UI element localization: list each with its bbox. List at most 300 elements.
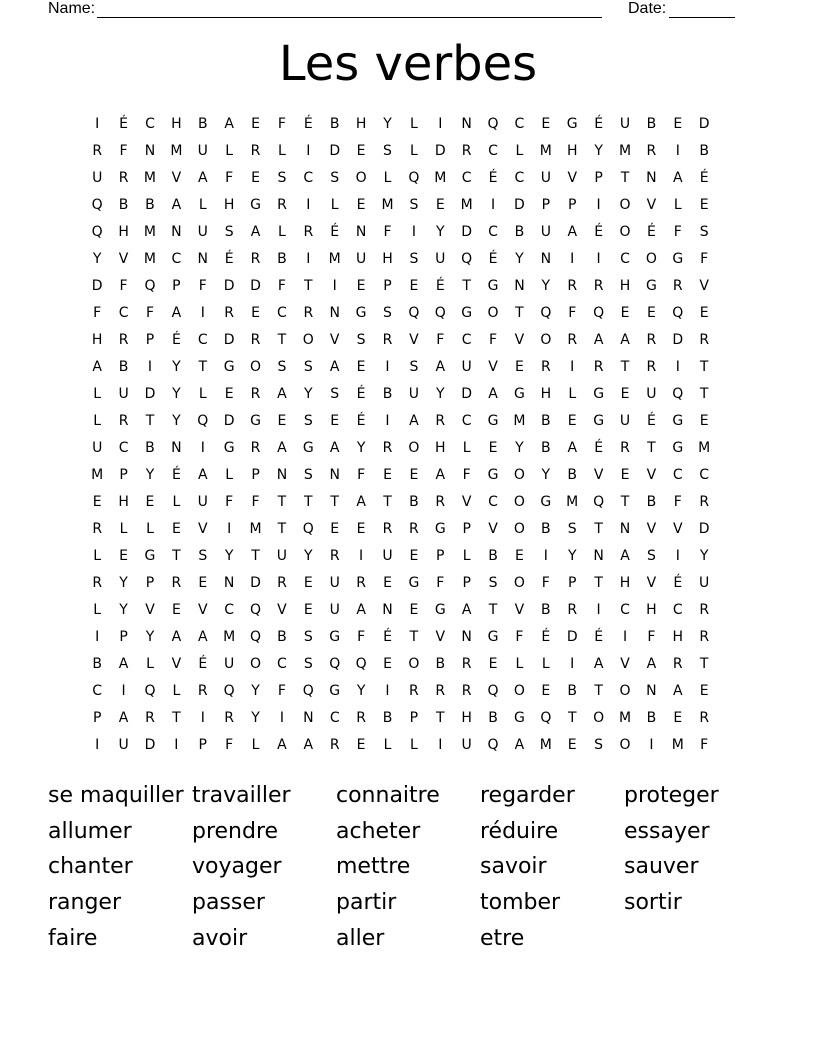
grid-cell: L bbox=[383, 737, 392, 753]
grid-row bbox=[84, 249, 717, 276]
grid-cell: N bbox=[593, 548, 604, 564]
grid-cell: R bbox=[435, 494, 446, 510]
grid-cell: P bbox=[145, 332, 155, 348]
grid-cell: N bbox=[144, 143, 156, 159]
grid-cell: R bbox=[567, 278, 578, 294]
grid-cell: F bbox=[145, 305, 154, 321]
grid-cell: M bbox=[671, 737, 684, 753]
grid-cell: E bbox=[673, 710, 683, 726]
grid-cell: T bbox=[251, 548, 260, 564]
grid-cell: F bbox=[673, 494, 682, 510]
grid-cell: É bbox=[488, 251, 498, 267]
grid-cell: M bbox=[618, 143, 632, 159]
grid-cell: H bbox=[619, 278, 631, 294]
grid-cell: C bbox=[672, 602, 683, 618]
grid-cell: A bbox=[277, 386, 287, 402]
grid-cell: N bbox=[646, 170, 657, 186]
grid-row bbox=[84, 411, 717, 438]
grid-cell: A bbox=[171, 305, 182, 321]
grid-cell: H bbox=[461, 710, 472, 726]
word-bank-item: voyager bbox=[192, 854, 282, 880]
grid-cell: C bbox=[118, 440, 129, 456]
grid-cell: R bbox=[382, 332, 393, 348]
grid-cell: P bbox=[541, 197, 551, 213]
grid-row bbox=[84, 492, 717, 519]
word-bank-item: travailler bbox=[192, 783, 291, 808]
grid-cell: U bbox=[197, 494, 208, 510]
grid-cell: B bbox=[329, 116, 340, 132]
grid-cell: É bbox=[303, 116, 313, 132]
grid-cell: R bbox=[540, 359, 551, 375]
grid-cell: G bbox=[355, 305, 367, 321]
grid-cell: R bbox=[92, 575, 103, 591]
grid-cell: E bbox=[330, 521, 340, 537]
grid-cell: Q bbox=[461, 251, 473, 267]
grid-cell: H bbox=[619, 575, 631, 591]
grid-cell: L bbox=[462, 440, 471, 456]
grid-cell: P bbox=[383, 278, 392, 294]
grid-cell: C bbox=[514, 170, 525, 186]
grid-cell: É bbox=[646, 413, 656, 429]
grid-cell: É bbox=[435, 278, 445, 294]
grid-cell: D bbox=[434, 143, 446, 159]
grid-cell: O bbox=[619, 224, 631, 240]
grid-cell: F bbox=[225, 737, 234, 753]
grid-cell: F bbox=[462, 467, 471, 483]
grid-cell: E bbox=[409, 467, 419, 483]
word-bank-item: ranger bbox=[48, 890, 122, 916]
grid-cell: M bbox=[381, 197, 394, 213]
grid-cell: A bbox=[567, 440, 578, 456]
grid-cell: R bbox=[250, 386, 261, 402]
grid-cell: G bbox=[566, 116, 578, 132]
grid-row bbox=[84, 276, 717, 303]
grid-cell: I bbox=[570, 656, 575, 672]
grid-cell: E bbox=[356, 143, 366, 159]
grid-cell: Q bbox=[593, 494, 605, 510]
grid-cell: D bbox=[250, 278, 261, 294]
grid-cell: E bbox=[251, 170, 260, 186]
grid-cell: C bbox=[224, 602, 235, 618]
grid-cell: V bbox=[197, 602, 208, 618]
grid-cell: L bbox=[515, 143, 524, 159]
grid-row bbox=[84, 114, 717, 141]
grid-cell: F bbox=[277, 116, 286, 132]
grid-cell: R bbox=[118, 332, 129, 348]
grid-cell: G bbox=[672, 251, 684, 267]
grid-cell: S bbox=[383, 305, 392, 321]
grid-cell: F bbox=[436, 332, 445, 348]
word-column bbox=[336, 778, 480, 957]
grid-cell: G bbox=[540, 494, 552, 510]
grid-cell: S bbox=[383, 143, 392, 159]
grid-cell: Y bbox=[172, 359, 181, 375]
grid-cell: M bbox=[698, 440, 711, 456]
grid-cell: R bbox=[593, 359, 604, 375]
grid-cell: N bbox=[303, 710, 314, 726]
grid-cell: E bbox=[409, 548, 419, 564]
grid-cell: U bbox=[276, 548, 288, 564]
grid-cell: A bbox=[171, 197, 182, 213]
word-bank-item: essayer bbox=[624, 818, 710, 844]
word-bank-item: aller bbox=[336, 925, 385, 951]
grid-cell: É bbox=[356, 386, 366, 402]
grid-cell: U bbox=[699, 575, 710, 591]
grid-cell: H bbox=[223, 197, 235, 213]
grid-cell: I bbox=[95, 629, 100, 645]
grid-cell: N bbox=[276, 467, 288, 483]
grid-cell: O bbox=[645, 251, 657, 267]
grid-cell: V bbox=[171, 170, 182, 186]
grid-cell: E bbox=[515, 359, 524, 375]
grid-cell: S bbox=[409, 251, 419, 267]
grid-cell: E bbox=[224, 386, 234, 402]
grid-cell: Y bbox=[541, 467, 551, 483]
word-bank-item: regarder bbox=[480, 783, 575, 808]
grid-row bbox=[84, 465, 717, 492]
grid-cell: R bbox=[409, 683, 419, 699]
grid-cell: E bbox=[356, 521, 366, 537]
grid-cell: L bbox=[673, 197, 682, 213]
grid-cell: O bbox=[619, 683, 631, 699]
grid-cell: G bbox=[408, 575, 420, 591]
grid-cell: Q bbox=[408, 305, 420, 321]
grid-cell: L bbox=[568, 386, 577, 402]
grid-cell: H bbox=[672, 629, 684, 645]
word-bank-item: proteger bbox=[624, 783, 719, 808]
word-bank-item: réduire bbox=[480, 818, 559, 844]
date-label: Date: bbox=[628, 0, 667, 17]
grid-cell: E bbox=[92, 494, 102, 510]
grid-cell: G bbox=[487, 413, 499, 429]
grid-cell: F bbox=[225, 494, 234, 510]
grid-cell: Q bbox=[223, 683, 235, 699]
grid-cell: F bbox=[568, 305, 577, 321]
grid-cell: I bbox=[306, 143, 311, 159]
grid-cell: A bbox=[620, 332, 630, 348]
grid-cell: Q bbox=[302, 521, 314, 537]
grid-cell: R bbox=[356, 710, 366, 726]
grid-cell: U bbox=[329, 575, 340, 591]
grid-cell: G bbox=[434, 602, 446, 618]
grid-cell: V bbox=[409, 332, 419, 348]
grid-cell: Y bbox=[594, 143, 603, 159]
grid-cell: B bbox=[277, 251, 287, 267]
grid-cell: I bbox=[596, 197, 601, 213]
grid-cell: R bbox=[303, 224, 314, 240]
grid-cell: L bbox=[278, 224, 286, 240]
grid-cell: C bbox=[145, 116, 155, 132]
grid-cell: F bbox=[225, 170, 234, 186]
grid-cell: V bbox=[197, 521, 208, 537]
grid-cell: G bbox=[302, 440, 314, 456]
grid-cell: Q bbox=[487, 683, 499, 699]
grid-cell: T bbox=[409, 629, 419, 645]
grid-cell: S bbox=[303, 629, 313, 645]
grid-cell: Y bbox=[435, 224, 445, 240]
grid-cell: Q bbox=[672, 305, 684, 321]
grid-cell: G bbox=[514, 710, 525, 726]
word-bank-item: chanter bbox=[48, 854, 133, 880]
grid-row bbox=[84, 681, 717, 708]
grid-cell: É bbox=[119, 116, 129, 132]
grid-cell: A bbox=[92, 359, 102, 375]
grid-cell: U bbox=[540, 170, 551, 186]
grid-cell: D bbox=[144, 386, 156, 402]
grid-cell: F bbox=[357, 629, 366, 645]
grid-cell: B bbox=[277, 629, 287, 645]
grid-cell: L bbox=[93, 386, 102, 402]
grid-cell: V bbox=[646, 521, 657, 537]
grid-cell: I bbox=[200, 710, 205, 726]
grid-cell: E bbox=[198, 575, 208, 591]
grid-cell: F bbox=[277, 278, 286, 294]
grid-row bbox=[84, 438, 717, 465]
grid-cell: R bbox=[145, 710, 155, 726]
grid-cell: U bbox=[118, 737, 129, 753]
grid-row bbox=[84, 654, 717, 681]
grid-cell: M bbox=[91, 467, 104, 483]
grid-cell: H bbox=[435, 440, 446, 456]
grid-cell: U bbox=[355, 251, 367, 267]
grid-cell: Y bbox=[515, 251, 524, 267]
grid-cell: T bbox=[198, 359, 208, 375]
grid-cell: N bbox=[329, 305, 340, 321]
grid-cell: M bbox=[223, 629, 236, 645]
grid-cell: D bbox=[566, 629, 578, 645]
grid-cell: E bbox=[383, 656, 392, 672]
grid-cell: E bbox=[303, 602, 313, 618]
grid-cell: G bbox=[487, 629, 499, 645]
grid-cell: A bbox=[197, 629, 208, 645]
grid-cell: B bbox=[646, 494, 657, 510]
grid-cell: F bbox=[673, 224, 682, 240]
grid-cell: H bbox=[355, 116, 367, 132]
grid-cell: R bbox=[646, 359, 657, 375]
grid-cell: E bbox=[171, 602, 181, 618]
grid-cell: O bbox=[408, 440, 420, 456]
grid-cell: É bbox=[171, 467, 181, 483]
grid-cell: Q bbox=[487, 116, 499, 132]
grid-cell: L bbox=[146, 656, 154, 672]
grid-cell: C bbox=[672, 467, 683, 483]
grid-row bbox=[84, 708, 717, 735]
grid-cell: G bbox=[223, 440, 235, 456]
grid-cell: S bbox=[409, 197, 419, 213]
grid-cell: S bbox=[646, 548, 656, 564]
grid-cell: É bbox=[198, 656, 208, 672]
grid-cell: P bbox=[251, 467, 260, 483]
grid-cell: P bbox=[92, 710, 102, 726]
grid-cell: D bbox=[223, 278, 235, 294]
grid-cell: N bbox=[619, 521, 631, 537]
grid-cell: R bbox=[277, 575, 287, 591]
grid-cell: N bbox=[329, 467, 340, 483]
grid-cell: R bbox=[699, 710, 710, 726]
grid-cell: G bbox=[487, 467, 499, 483]
grid-cell: R bbox=[461, 143, 472, 159]
grid-cell: D bbox=[223, 332, 235, 348]
grid-cell: A bbox=[224, 116, 234, 132]
grid-cell: É bbox=[330, 224, 340, 240]
grid-cell: R bbox=[646, 332, 657, 348]
grid-cell: Q bbox=[408, 170, 420, 186]
grid-cell: I bbox=[649, 737, 654, 753]
grid-cell: G bbox=[144, 548, 156, 564]
grid-cell: Y bbox=[304, 386, 313, 402]
grid-cell: T bbox=[594, 683, 603, 699]
grid-cell: A bbox=[673, 170, 683, 186]
grid-cell: A bbox=[277, 440, 287, 456]
grid-cell: E bbox=[383, 575, 392, 591]
grid-cell: Q bbox=[197, 413, 209, 429]
grid-cell: U bbox=[92, 170, 103, 186]
grid-cell: M bbox=[618, 710, 632, 726]
grid-cell: P bbox=[568, 197, 577, 213]
grid-cell: U bbox=[461, 359, 472, 375]
grid-cell: E bbox=[699, 305, 709, 321]
grid-cell: B bbox=[435, 656, 446, 672]
grid-cell: A bbox=[118, 710, 129, 726]
grid-cell: E bbox=[171, 521, 181, 537]
date-blank-line bbox=[669, 3, 735, 18]
grid-row bbox=[84, 195, 717, 222]
grid-cell: C bbox=[461, 332, 472, 348]
grid-cell: M bbox=[170, 143, 183, 159]
grid-cell: C bbox=[171, 251, 182, 267]
word-column bbox=[48, 778, 192, 957]
grid-cell: Q bbox=[91, 224, 103, 240]
grid-cell: C bbox=[197, 332, 208, 348]
grid-cell: N bbox=[197, 251, 208, 267]
grid-cell: I bbox=[438, 737, 443, 753]
grid-cell: D bbox=[698, 116, 710, 132]
grid-cell: D bbox=[514, 197, 525, 213]
grid-cell: C bbox=[620, 251, 630, 267]
grid-cell: V bbox=[514, 602, 525, 618]
grid-cell: Q bbox=[144, 278, 156, 294]
grid-cell: B bbox=[541, 521, 551, 537]
grid-cell: I bbox=[490, 197, 496, 213]
grid-cell: I bbox=[385, 683, 390, 699]
grid-cell: P bbox=[119, 467, 128, 483]
grid-cell: C bbox=[488, 494, 498, 510]
grid-cell: Q bbox=[250, 602, 262, 618]
grid-cell: C bbox=[461, 170, 472, 186]
grid-cell: É bbox=[594, 440, 604, 456]
grid-cell: V bbox=[699, 278, 709, 294]
grid-cell: L bbox=[409, 116, 418, 132]
grid-cell: E bbox=[620, 305, 630, 321]
grid-cell: E bbox=[646, 305, 656, 321]
grid-row bbox=[84, 330, 717, 357]
grid-cell: T bbox=[172, 548, 181, 564]
grid-cell: E bbox=[515, 548, 524, 564]
grid-cell: A bbox=[356, 602, 366, 618]
grid-cell: F bbox=[541, 575, 550, 591]
grid-cell: V bbox=[171, 656, 182, 672]
grid-row bbox=[84, 600, 717, 627]
grid-cell: O bbox=[355, 170, 367, 186]
grid-cell: V bbox=[514, 332, 525, 348]
grid-cell: M bbox=[328, 251, 341, 267]
grid-cell: E bbox=[409, 602, 419, 618]
grid-cell: N bbox=[646, 683, 657, 699]
grid-cell: R bbox=[303, 305, 314, 321]
grid-cell: C bbox=[277, 656, 287, 672]
grid-cell: C bbox=[488, 224, 498, 240]
grid-cell: R bbox=[620, 440, 630, 456]
grid-cell: Y bbox=[251, 683, 260, 699]
name-label: Name: bbox=[48, 0, 96, 17]
grid-cell: T bbox=[277, 521, 287, 537]
word-column bbox=[192, 778, 336, 957]
grid-cell: L bbox=[409, 143, 418, 159]
grid-cell: É bbox=[356, 413, 366, 429]
grid-cell: E bbox=[567, 413, 577, 429]
grid-cell: A bbox=[593, 332, 604, 348]
grid-cell: P bbox=[462, 521, 471, 537]
grid-cell: R bbox=[409, 521, 419, 537]
grid-cell: N bbox=[171, 440, 182, 456]
grid-cell: R bbox=[461, 683, 472, 699]
grid-cell: Y bbox=[435, 386, 445, 402]
grid-cell: B bbox=[382, 710, 393, 726]
grid-cell: S bbox=[303, 656, 313, 672]
grid-cell: H bbox=[91, 332, 103, 348]
grid-cell: M bbox=[460, 197, 473, 213]
grid-cell: Y bbox=[567, 548, 577, 564]
grid-cell: B bbox=[541, 440, 551, 456]
grid-cell: I bbox=[570, 251, 575, 267]
grid-cell: É bbox=[594, 629, 604, 645]
grid-cell: D bbox=[144, 737, 156, 753]
word-bank-item: passer bbox=[192, 890, 265, 916]
grid-cell: R bbox=[118, 413, 129, 429]
grid-cell: N bbox=[171, 224, 182, 240]
grid-row bbox=[84, 519, 717, 546]
grid-cell: O bbox=[250, 656, 262, 672]
grid-cell: A bbox=[488, 386, 498, 402]
grid-cell: R bbox=[672, 656, 683, 672]
grid-cell: O bbox=[513, 521, 525, 537]
grid-cell: T bbox=[594, 521, 603, 537]
grid-cell: D bbox=[91, 278, 103, 294]
grid-cell: P bbox=[198, 737, 207, 753]
grid-cell: I bbox=[675, 548, 680, 564]
grid-cell: Q bbox=[329, 656, 341, 672]
grid-cell: B bbox=[488, 548, 498, 564]
grid-cell: É bbox=[541, 629, 551, 645]
grid-cell: Q bbox=[540, 710, 552, 726]
grid-cell: É bbox=[699, 170, 709, 186]
grid-cell: I bbox=[385, 413, 390, 429]
grid-cell: F bbox=[515, 629, 524, 645]
grid-cell: E bbox=[435, 197, 445, 213]
grid-cell: Q bbox=[672, 386, 684, 402]
grid-cell: F bbox=[198, 278, 207, 294]
grid-cell: I bbox=[596, 602, 601, 618]
grid-cell: R bbox=[672, 278, 683, 294]
grid-cell: S bbox=[303, 359, 313, 375]
grid-cell: R bbox=[118, 170, 129, 186]
grid-cell: E bbox=[145, 494, 155, 510]
grid-cell: U bbox=[382, 548, 393, 564]
grid-cell: Y bbox=[383, 116, 392, 132]
grid-cell: N bbox=[540, 251, 552, 267]
grid-cell: D bbox=[461, 224, 473, 240]
grid-cell: L bbox=[172, 494, 181, 510]
